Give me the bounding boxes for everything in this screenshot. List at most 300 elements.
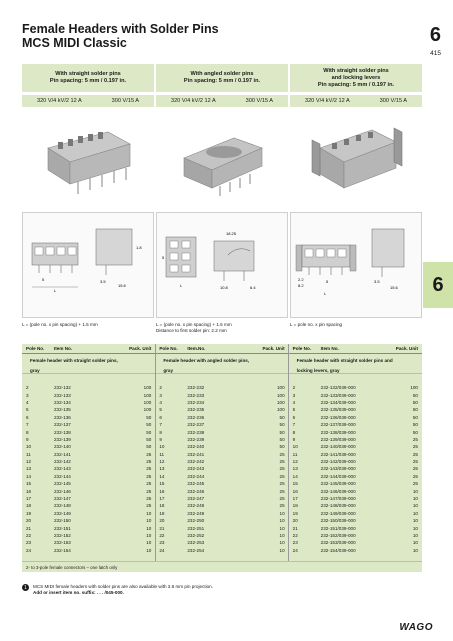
pole-number: 10 [26, 444, 32, 450]
pack-unit: 25 [412, 451, 418, 457]
item-number: 232-148 [54, 503, 71, 509]
item-number: 232-135/039-000 [320, 407, 356, 413]
item-number: 232-250 [187, 518, 205, 524]
table-footnote: 2- to 3-pole female connectors – one latch only [22, 561, 422, 572]
pack-unit: 10 [146, 510, 152, 516]
dim-label: 1.8 [136, 245, 142, 250]
item-number: 232-136 [54, 414, 71, 420]
pole-number: 5 [292, 407, 296, 413]
table-row [289, 414, 422, 421]
item-number: 232-132 [54, 385, 71, 391]
item-number: 232-154/039-000 [320, 547, 356, 553]
desc-line: Female header with angled solder pins, [163, 358, 250, 363]
table-row [22, 414, 155, 421]
table-group [22, 384, 155, 554]
item-number: 232-254 [187, 547, 205, 553]
column-header-pack: Pack. Unit [129, 346, 152, 351]
note-line: L = (pole no. x pin spacing) + 1.5 mm [22, 322, 98, 327]
pole-number: 14 [292, 473, 298, 479]
pole-number: 10 [159, 444, 165, 450]
pole-number: 13 [26, 466, 32, 472]
item-number: 232-134 [54, 399, 71, 405]
item-number: 232-241 [187, 451, 205, 457]
table-row [22, 421, 155, 428]
rating-iec: 320 V/4 kV/2 12 A [170, 98, 216, 104]
pack-unit: 25 [146, 451, 152, 457]
item-number: 232-141/039-000 [320, 451, 356, 457]
desc-line: Female header with straight solder pins, [30, 358, 118, 363]
pole-number: 8 [292, 429, 296, 435]
table-row [155, 458, 288, 465]
dim-label: 3.5 [100, 279, 106, 284]
variant-title-line: Pin spacing: 5 mm / 0.197 in. [49, 78, 127, 84]
table-row [155, 510, 288, 517]
table-row [22, 384, 155, 391]
table-row [289, 510, 422, 517]
pack-unit: 10 [412, 540, 418, 546]
item-number: 232-149/039-000 [320, 510, 356, 516]
table-header [22, 344, 422, 354]
pole-number: 2 [292, 385, 296, 391]
dimension-notes [22, 322, 422, 334]
pole-number: 13 [159, 466, 165, 472]
pack-unit: 25 [412, 466, 418, 472]
item-number: 232-151/039-000 [320, 525, 356, 531]
table-row [22, 436, 155, 443]
table-row [22, 465, 155, 472]
variant-title-line: With straight solder pins [323, 67, 389, 74]
pack-unit: 50 [412, 392, 418, 398]
table-row [22, 487, 155, 494]
rating-ul: 300 V/15 A [379, 98, 408, 104]
pole-number: 2 [26, 385, 29, 391]
item-number: 232-233 [187, 392, 205, 398]
item-number: 232-151 [54, 525, 71, 531]
pack-unit: 10 [412, 525, 418, 531]
pack-unit: 50 [412, 414, 418, 420]
pack-unit: 10 [412, 533, 418, 538]
item-number: 232-242 [187, 459, 205, 465]
note-line-1: MCS MIDI female headers with solder pins are also available with 3.8 mm pin projection. [33, 584, 214, 589]
table-row [22, 524, 155, 531]
pack-unit: 50 [412, 429, 418, 435]
title-line-2: MCS MIDI Classic [22, 36, 127, 50]
pack-unit: 25 [279, 481, 285, 487]
item-number: 232-234 [187, 399, 205, 405]
item-number: 232-240 [187, 444, 205, 450]
pole-number: 20 [159, 518, 165, 524]
item-number: 232-238 [187, 429, 205, 435]
pole-number: 6 [292, 414, 296, 420]
variant-title-line: With angled solder pins [190, 71, 254, 77]
pack-unit: 10 [279, 533, 285, 538]
product-photo-locking [290, 108, 422, 208]
table-row [155, 465, 288, 472]
table-row [22, 547, 155, 554]
pole-number: 14 [26, 473, 32, 479]
column-header-item: Item No. [320, 346, 339, 351]
pole-number: 4 [26, 399, 29, 405]
pack-unit: 25 [279, 473, 285, 479]
item-number: 232-147 [54, 496, 71, 502]
pole-number: 9 [292, 436, 296, 442]
table-row [289, 443, 422, 450]
pack-unit: 50 [146, 436, 152, 442]
table-row [289, 399, 422, 406]
table-row [289, 495, 422, 502]
item-number: 232-145/039-000 [320, 481, 356, 487]
table-row [155, 495, 288, 502]
item-number: 232-232 [187, 385, 205, 391]
table-row [155, 436, 288, 443]
pack-unit: 10 [412, 518, 418, 524]
pole-number: 18 [159, 503, 165, 509]
note-line-2: Add or insert item no. suffix: . . . /045-000. [33, 590, 124, 595]
wago-logo: WAGO [399, 622, 433, 633]
chapter-tab[interactable]: 6 [423, 262, 453, 308]
dim-label: 5 [162, 255, 165, 260]
pack-unit: 50 [279, 436, 285, 442]
item-number: 232-142 [54, 459, 71, 465]
pole-number: 14 [159, 473, 165, 479]
product-photos [22, 108, 422, 208]
table-row [289, 517, 422, 524]
table-row [155, 539, 288, 546]
item-number: 232-146/039-000 [320, 488, 356, 494]
pack-unit: 25 [146, 473, 152, 479]
pack-unit: 50 [146, 414, 152, 420]
pack-unit: 25 [279, 488, 285, 494]
pole-number: 9 [159, 436, 162, 442]
item-number: 232-253 [187, 540, 205, 546]
pole-number: 23 [159, 540, 165, 546]
pack-unit: 50 [279, 444, 285, 450]
pole-number: 12 [292, 459, 298, 465]
pole-number: 20 [26, 518, 32, 524]
table-row [22, 473, 155, 480]
pole-number: 8 [159, 429, 162, 435]
pack-unit: 50 [412, 399, 418, 405]
pole-number: 7 [26, 422, 29, 428]
item-number: 232-235 [187, 407, 205, 413]
dim-label: L [324, 291, 327, 296]
dim-label: 8.2 [298, 283, 304, 288]
item-number: 232-148/039-000 [320, 503, 356, 509]
table-row [22, 406, 155, 413]
variant-title-line: Pin spacing: 5 mm / 0.197 in. [183, 78, 261, 84]
pack-unit: 50 [412, 407, 418, 413]
variant-title-line: Pin spacing: 5 mm / 0.197 in. [317, 81, 395, 88]
note-line: Distance to first solder pin: 2.2 mm [156, 328, 227, 333]
item-number: 232-150/039-000 [320, 518, 356, 524]
pole-number: 3 [292, 392, 296, 398]
dim-label: 6.4 [250, 285, 256, 290]
table-row [22, 517, 155, 524]
table-row [155, 428, 288, 435]
pole-number: 21 [26, 525, 32, 531]
rating-iec: 320 V/4 kV/2 12 A [304, 98, 350, 104]
page-number: 415 [430, 50, 441, 57]
pack-unit: 25 [146, 488, 152, 494]
pole-number: 16 [26, 488, 32, 494]
item-number: 232-133 [54, 392, 71, 398]
pack-unit: 25 [146, 481, 152, 487]
table-row [289, 406, 422, 413]
item-number: 232-132/039-000 [320, 385, 356, 391]
table-row [155, 473, 288, 480]
pack-unit: 10 [146, 525, 152, 531]
item-number: 232-239 [187, 436, 205, 442]
desc-line: gray [30, 368, 40, 373]
pack-unit: 25 [412, 473, 418, 479]
item-number: 232-144 [54, 473, 71, 479]
table-group [289, 384, 422, 554]
dim-label: 15.6 [118, 283, 126, 288]
pole-number: 21 [159, 525, 165, 531]
table-row [289, 487, 422, 494]
pole-number: 5 [159, 407, 162, 413]
pole-number: 6 [26, 414, 29, 420]
table-row [289, 421, 422, 428]
table-row [289, 451, 422, 458]
pack-unit: 25 [412, 459, 418, 465]
product-photo-straight [22, 108, 154, 208]
table-row [289, 547, 422, 554]
table-row [155, 391, 288, 398]
table-body [22, 374, 422, 554]
desc-straight [22, 354, 155, 378]
pole-number: 11 [159, 451, 165, 457]
table-row [289, 384, 422, 391]
item-number: 232-138 [54, 429, 71, 435]
pole-number: 7 [292, 422, 296, 428]
pole-number: 10 [292, 444, 298, 450]
table-row [289, 473, 422, 480]
item-number: 232-138/039-000 [320, 429, 356, 435]
pack-unit: 10 [412, 510, 418, 516]
table-group [155, 384, 288, 554]
pole-number: 22 [292, 533, 298, 538]
pack-unit: 50 [146, 444, 152, 450]
drawing-angled [156, 212, 288, 318]
table-row [155, 384, 288, 391]
product-photo-angled [156, 108, 288, 208]
dim-label: 15.6 [390, 285, 398, 290]
pack-unit: 10 [146, 533, 152, 538]
pack-unit: 50 [146, 429, 152, 435]
item-number: 232-134/039-000 [320, 399, 356, 405]
ordering-table [22, 344, 422, 572]
table-row [22, 443, 155, 450]
table-row [155, 547, 288, 554]
item-number: 232-249 [187, 510, 205, 516]
rating-ul: 300 V/15 A [245, 98, 274, 104]
item-number: 232-141 [54, 451, 71, 457]
drawing-locking [290, 212, 422, 318]
pole-number: 12 [26, 459, 32, 465]
pack-unit: 50 [146, 422, 152, 428]
table-row [155, 421, 288, 428]
table-row [289, 532, 422, 539]
item-number: 232-149 [54, 510, 71, 516]
pack-unit: 25 [412, 436, 418, 442]
header-group [22, 344, 155, 353]
pole-number: 24 [159, 547, 165, 553]
table-row [155, 487, 288, 494]
pole-number: 7 [159, 422, 162, 428]
pack-unit: 10 [412, 488, 418, 494]
pack-unit: 50 [279, 414, 285, 420]
table-row [289, 524, 422, 531]
pole-number: 18 [292, 503, 298, 509]
table-row [289, 428, 422, 435]
pole-number: 22 [159, 533, 165, 538]
pole-number: 4 [292, 399, 296, 405]
table-row [155, 414, 288, 421]
item-number: 232-251 [187, 525, 205, 531]
pack-unit: 50 [279, 422, 285, 428]
table-row [22, 428, 155, 435]
dim-label: 10.8 [220, 285, 228, 290]
table-row [289, 436, 422, 443]
item-number: 232-136/039-000 [320, 414, 356, 420]
pole-number: 21 [292, 525, 298, 531]
pole-number: 2 [159, 385, 162, 391]
variant-header-angled [156, 64, 288, 107]
rating-iec: 320 V/4 kV/2 12 A [36, 98, 82, 104]
dim-label: L [54, 288, 57, 293]
pack-unit: 100 [276, 385, 285, 391]
pack-unit: 50 [279, 429, 285, 435]
table-row [22, 502, 155, 509]
pack-unit: 10 [279, 540, 285, 546]
item-number: 232-139 [54, 436, 71, 442]
pole-number: 3 [159, 392, 162, 398]
table-row [22, 458, 155, 465]
pole-number: 24 [26, 547, 32, 553]
pack-unit: 25 [412, 444, 418, 450]
table-row [22, 532, 155, 539]
pole-number: 22 [26, 533, 32, 538]
desc-locking [289, 354, 422, 378]
pack-unit: 25 [279, 451, 285, 457]
pack-unit: 25 [146, 503, 152, 509]
item-number: 232-140 [54, 444, 71, 450]
dim-label: L [180, 283, 183, 288]
table-row [155, 406, 288, 413]
pack-unit: 100 [276, 392, 285, 398]
item-number: 232-236 [187, 414, 205, 420]
header-group [155, 344, 288, 353]
item-number: 232-146 [54, 488, 71, 494]
item-number: 232-247 [187, 496, 205, 502]
pack-unit: 25 [146, 466, 152, 472]
pole-number: 20 [292, 518, 298, 524]
item-number: 232-144/039-000 [320, 473, 356, 479]
item-number: 232-154 [54, 547, 71, 553]
table-row [22, 451, 155, 458]
item-number: 232-252 [187, 533, 205, 538]
chapter-number: 6 [429, 24, 441, 46]
pole-number: 18 [26, 503, 32, 509]
dim-label: 18.25 [226, 231, 237, 236]
pack-unit: 25 [279, 466, 285, 472]
desc-line: gray [163, 368, 174, 373]
pack-unit: 10 [279, 518, 285, 524]
table-descriptions [22, 354, 422, 374]
pole-number: 19 [159, 510, 165, 516]
variant-header-straight [22, 64, 154, 107]
pack-unit: 100 [276, 399, 285, 405]
note-line: L = pole no. x pin spacing [290, 322, 343, 327]
pole-number: 15 [159, 481, 165, 487]
item-number: 232-143/039-000 [320, 466, 356, 472]
pack-unit: 10 [146, 518, 152, 524]
item-number: 232-153 [54, 540, 71, 546]
desc-line: Female header with straight solder pins and [296, 358, 393, 363]
pole-number: 8 [26, 429, 29, 435]
variant-header-locking [290, 64, 422, 107]
table-row [155, 517, 288, 524]
drawing-straight [22, 212, 154, 318]
table-row [22, 539, 155, 546]
item-number: 232-137/039-000 [320, 422, 356, 428]
column-header-pole: Pole No. [159, 346, 178, 351]
pole-number: 3 [26, 392, 29, 398]
table-row [289, 539, 422, 546]
pin-projection-note [22, 584, 213, 596]
pack-unit: 10 [412, 547, 418, 553]
variant-title-line: and locking levers [331, 74, 381, 81]
pole-number: 19 [292, 510, 298, 516]
item-number: 232-150 [54, 518, 71, 524]
column-header-pack: Pack. Unit [262, 346, 285, 351]
pole-number: 9 [26, 436, 29, 442]
table-row [289, 480, 422, 487]
page-title [22, 22, 219, 50]
pack-unit: 100 [143, 407, 152, 413]
table-row [22, 391, 155, 398]
note-line: L = (pole no. x pin spacing) + 1.5 mm [156, 322, 232, 327]
desc-line: locking levers, gray [296, 368, 340, 373]
pack-unit: 25 [279, 496, 285, 502]
rating-ul: 300 V/15 A [111, 98, 140, 104]
table-row [22, 480, 155, 487]
pole-number: 4 [159, 399, 162, 405]
item-number: 232-133/039-000 [320, 392, 356, 398]
pole-number: 11 [292, 451, 298, 457]
item-number: 232-248 [187, 503, 205, 509]
item-number: 232-140/039-000 [320, 444, 356, 450]
pack-unit: 100 [410, 385, 418, 391]
dimension-drawings [22, 212, 422, 318]
pack-unit: 10 [412, 503, 418, 509]
table-row [155, 451, 288, 458]
column-header-pack: Pack. Unit [395, 346, 418, 351]
column-header-pole: Pole No. [26, 346, 45, 351]
dim-label: 2.2 [298, 277, 304, 282]
dim-label: 5 [326, 279, 329, 284]
column-header-pole: Pole No. [292, 346, 312, 351]
table-row [22, 399, 155, 406]
item-number: 232-246 [187, 488, 205, 494]
pole-number: 6 [159, 414, 162, 420]
column-header-item: Item.No. [187, 346, 206, 351]
table-row [155, 502, 288, 509]
table-row [289, 465, 422, 472]
table-row [155, 480, 288, 487]
table-row [155, 532, 288, 539]
